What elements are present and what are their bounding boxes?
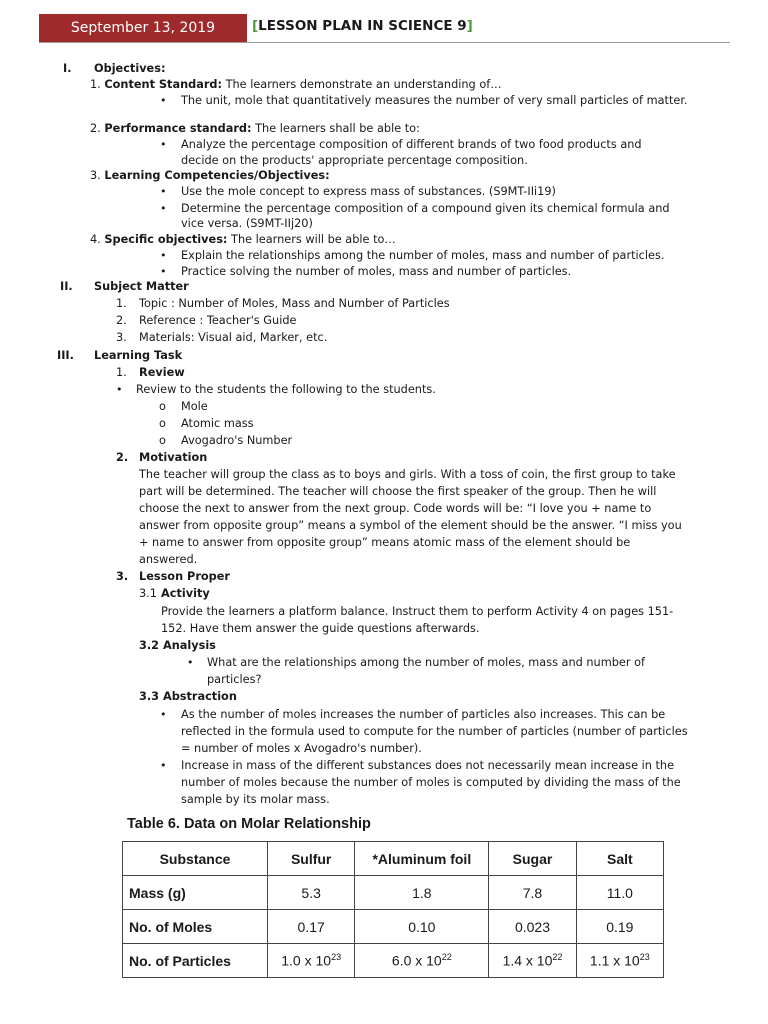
activity-line: 152. Have them answer the guide questions afterwards. xyxy=(161,622,480,635)
table-cell: 1.8 xyxy=(355,876,489,910)
subject-item-topic: Topic : Number of Moles, Mass and Number of Particles xyxy=(139,297,450,310)
title-bracket-open: [ xyxy=(252,18,259,34)
specific-bullet-1: Explain the relationships among the number of moles, mass and number of particles. xyxy=(181,249,665,262)
specific-objectives-label: Specific objectives: xyxy=(104,233,228,246)
section-3-number: III. xyxy=(57,349,74,362)
subject-item-materials: Materials: Visual aid, Marker, etc. xyxy=(139,331,328,344)
motivation-line: answered. xyxy=(139,553,198,566)
table-cell xyxy=(489,944,576,978)
bullet: • xyxy=(187,656,194,669)
abstraction-bullet-2-line: sample by its molar mass. xyxy=(181,793,330,806)
particles-exponent: 22 xyxy=(552,952,563,963)
table-cell: 0.17 xyxy=(268,910,355,944)
row-label-mass: Mass (g) xyxy=(123,876,268,910)
bullet: • xyxy=(160,265,167,278)
content-standard-number: 1. xyxy=(90,78,101,91)
motivation-line: answer from opposite group” means a symbol of the element should be the answer. “I miss you xyxy=(139,519,682,532)
header-date: September 13, 2019 xyxy=(39,14,247,42)
content-standard-bullet-1: The unit, mole that quantitatively measures the number of very small particles of matter. xyxy=(181,94,688,107)
bullet: • xyxy=(160,249,167,262)
header-cell-sulfur: Sulfur xyxy=(268,842,355,876)
analysis-heading: 3.2 Analysis xyxy=(139,639,216,652)
content-standard-text: The learners demonstrate an understanding of… xyxy=(222,78,502,91)
performance-standard xyxy=(90,120,420,137)
header-cell-aluminum-foil: *Aluminum foil xyxy=(355,842,489,876)
abstraction-bullet-2-line: number of moles because the number of moles is computed by dividing the mass of the xyxy=(181,776,681,789)
performance-standard-text: The learners shall be able to: xyxy=(251,122,420,135)
subject-item-number: 2. xyxy=(116,314,127,327)
motivation-number: 2. xyxy=(116,451,129,464)
table-cell: 5.3 xyxy=(268,876,355,910)
bullet: • xyxy=(160,759,167,772)
table-row-mass xyxy=(123,876,664,910)
performance-bullet-line-1: Analyze the percentage composition of different brands of two food products and xyxy=(181,138,642,151)
learning-competencies xyxy=(90,167,330,184)
particles-exponent: 22 xyxy=(441,952,452,963)
circle-bullet: o xyxy=(159,400,166,413)
section-1-number: I. xyxy=(63,62,72,75)
subject-item-number: 3. xyxy=(116,331,127,344)
motivation-heading: Motivation xyxy=(139,451,208,464)
header-cell-sugar: Sugar xyxy=(489,842,576,876)
title-bracket-close: ] xyxy=(466,18,473,34)
abstraction-bullet-1-line: = number of moles x Avogadro's number). xyxy=(181,742,422,755)
table-cell: 0.19 xyxy=(576,910,663,944)
abstraction-bullet-1-line: reflected in the formula used to compute for the number of particles (number of particles xyxy=(181,725,688,738)
lesson-proper-number: 3. xyxy=(116,570,129,583)
table-cell xyxy=(355,944,489,978)
performance-bullet-line-2: decide on the products' appropriate percentage composition. xyxy=(181,154,528,167)
row-label-moles: No. of Moles xyxy=(123,910,268,944)
bullet: • xyxy=(160,94,167,107)
bullet: • xyxy=(160,202,167,215)
review-heading: Review xyxy=(139,366,185,379)
activity-number: 3.1 xyxy=(139,587,157,600)
content-standard-label: Content Standard: xyxy=(104,78,222,91)
review-number: 1. xyxy=(116,366,127,379)
specific-bullet-2: Practice solving the number of moles, mass and number of particles. xyxy=(181,265,572,278)
motivation-line: choose the next to answer from the next group. Code words will be: “I love you + name to xyxy=(139,502,652,515)
review-item-avogadro: Avogadro's Number xyxy=(181,434,293,447)
document-title xyxy=(252,18,473,34)
activity-heading: Activity xyxy=(161,587,210,600)
motivation-line: The teacher will group the class as to boys and girls. With a toss of coin, the first group to take xyxy=(139,468,676,481)
competency-bullet-2-line-2: vice versa. (S9MT-IIj20) xyxy=(181,217,313,230)
motivation-line: part will be determined. The teacher will choose the first speaker of the group. Then he will xyxy=(139,485,657,498)
table-cell: 11.0 xyxy=(576,876,663,910)
competency-bullet-2-line-1: Determine the percentage composition of a compound given its chemical formula and xyxy=(181,202,670,215)
competency-bullet-1: Use the mole concept to express mass of substances. (S9MT-IIi19) xyxy=(181,185,556,198)
table-header-row xyxy=(123,842,664,876)
activity-line: Provide the learners a platform balance. Instruct them to perform Activity 4 on pages 151- xyxy=(161,605,674,618)
bullet: • xyxy=(116,383,123,396)
table-row-particles xyxy=(123,944,664,978)
section-1-title: Objectives: xyxy=(94,62,166,75)
abstraction-bullet-2-line: Increase in mass of the different substances does not necessarily mean increase in the xyxy=(181,759,675,772)
bullet: • xyxy=(160,708,167,721)
subject-item-number: 1. xyxy=(116,297,127,310)
specific-objectives xyxy=(90,231,396,248)
analysis-question-line-2: particles? xyxy=(207,673,262,686)
lesson-proper-heading: Lesson Proper xyxy=(139,570,230,583)
learning-competencies-label: Learning Competencies/Objectives: xyxy=(104,169,330,182)
section-3-title: Learning Task xyxy=(94,349,183,362)
learning-competencies-number: 3. xyxy=(90,169,101,182)
title-text: LESSON PLAN IN SCIENCE 9 xyxy=(258,18,467,34)
molar-relationship-table xyxy=(122,841,664,978)
row-label-particles: No. of Particles xyxy=(123,944,268,978)
table-cell: 0.10 xyxy=(355,910,489,944)
table-cell: 0.023 xyxy=(489,910,576,944)
bullet: • xyxy=(160,185,167,198)
abstraction-bullet-1-line: As the number of moles increases the number of particles also increases. This can be xyxy=(181,708,666,721)
table-cell xyxy=(576,944,663,978)
motivation-line: + name to answer from opposite group” means atomic mass of the element should be xyxy=(139,536,631,549)
specific-objectives-text: The learners will be able to… xyxy=(227,233,396,246)
header-cell-salt: Salt xyxy=(576,842,663,876)
analysis-question-line-1: What are the relationships among the number of moles, mass and number of xyxy=(207,656,645,669)
particles-exponent: 23 xyxy=(331,952,342,963)
header-rule xyxy=(39,42,730,43)
circle-bullet: o xyxy=(159,417,166,430)
section-2-number: II. xyxy=(60,280,73,293)
particles-mantissa: 1.1 x 10 xyxy=(589,952,640,969)
review-item-atomic-mass: Atomic mass xyxy=(181,417,254,430)
table-cell: 7.8 xyxy=(489,876,576,910)
particles-mantissa: 1.0 x 10 xyxy=(281,952,332,969)
review-text: Review to the students the following to the students. xyxy=(136,383,436,396)
abstraction-heading: 3.3 Abstraction xyxy=(139,690,237,703)
header-cell-substance: Substance xyxy=(123,842,268,876)
subject-item-reference: Reference : Teacher's Guide xyxy=(139,314,297,327)
particles-mantissa: 6.0 x 10 xyxy=(391,952,442,969)
performance-standard-number: 2. xyxy=(90,122,101,135)
section-2-title: Subject Matter xyxy=(94,280,189,293)
table-row-moles xyxy=(123,910,664,944)
table-caption: Table 6. Data on Molar Relationship xyxy=(127,816,371,832)
specific-objectives-number: 4. xyxy=(90,233,101,246)
bullet: • xyxy=(160,138,167,151)
content-standard xyxy=(90,76,502,93)
particles-exponent: 23 xyxy=(639,952,650,963)
performance-standard-label: Performance standard: xyxy=(104,122,252,135)
circle-bullet: o xyxy=(159,434,166,447)
table-cell xyxy=(268,944,355,978)
review-item-mole: Mole xyxy=(181,400,208,413)
particles-mantissa: 1.4 x 10 xyxy=(502,952,553,969)
